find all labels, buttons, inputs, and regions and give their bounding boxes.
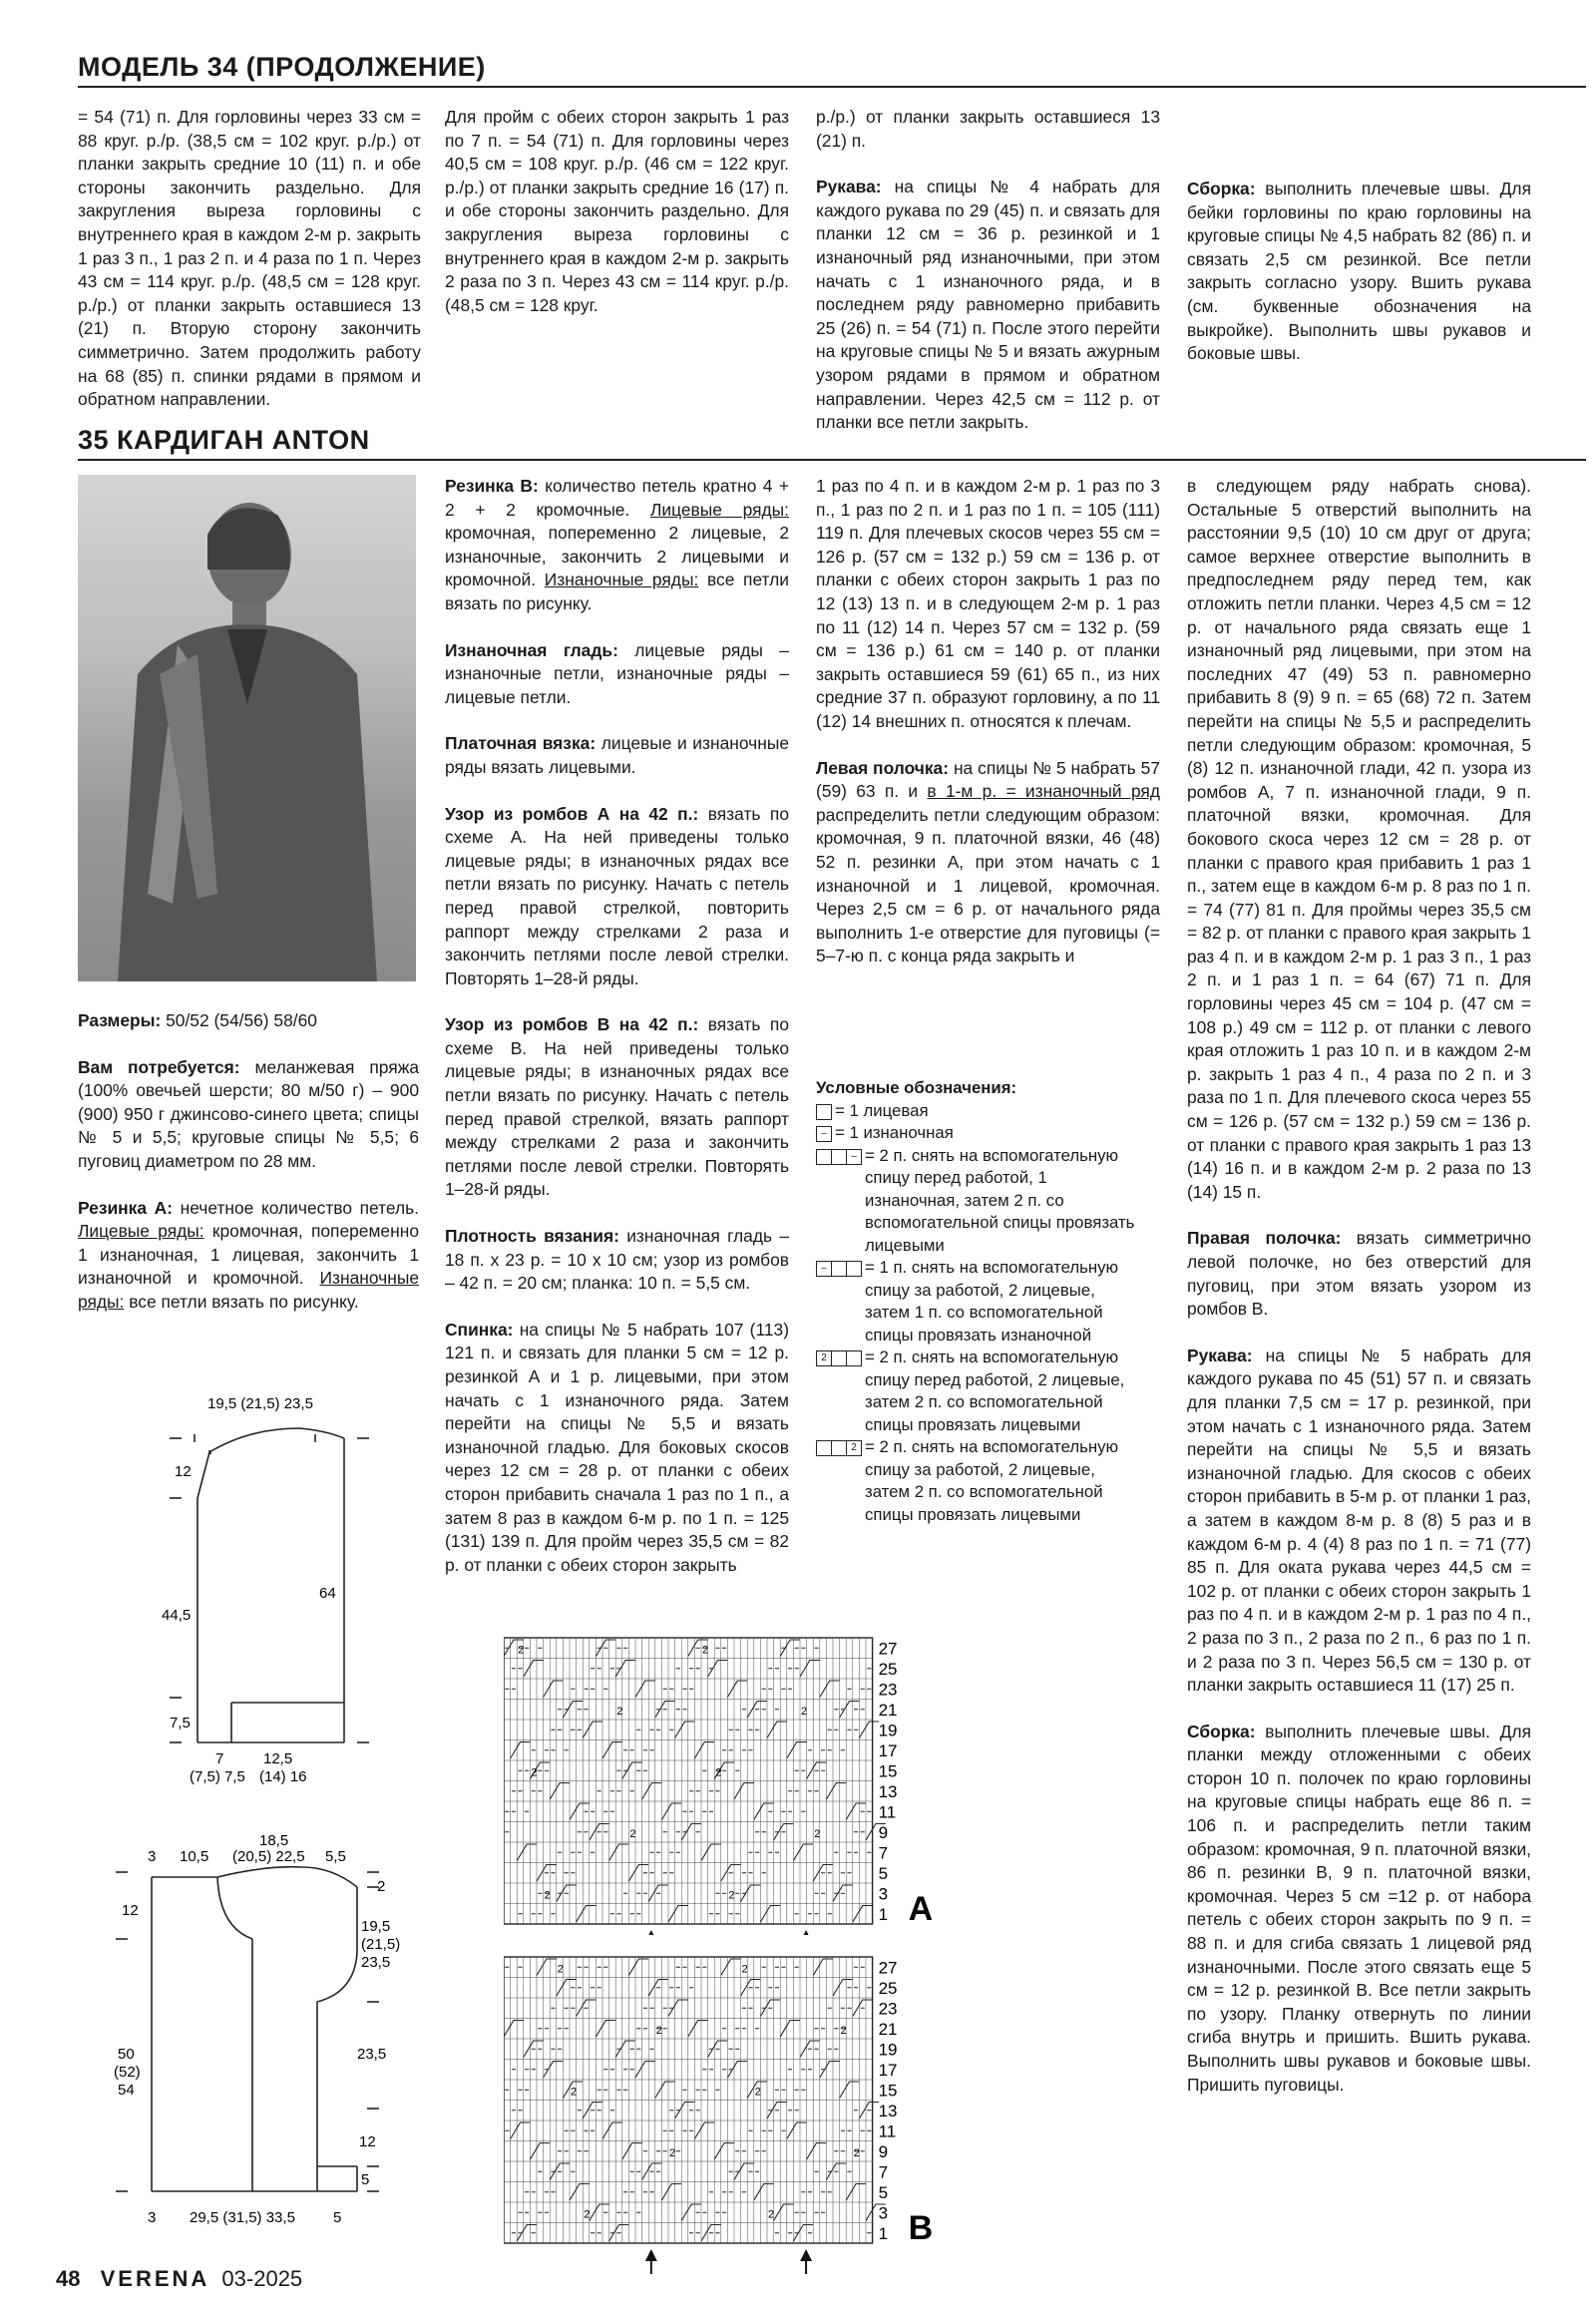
page-title-top: МОДЕЛЬ 34 (ПРОДОЛЖЕНИЕ) xyxy=(78,52,486,82)
garter-text: лицевые и изнаночные ряды вязать лицевыми. xyxy=(445,733,789,777)
rib-b-text2: кромочная, попеременно 2 лицевые, 2 изнаночные, закончить 2 лицевыми и кромочной. xyxy=(445,523,789,590)
sleeves2-text: на спицы № 5 набрать для каждого рукава по 45 (51) 57 п. и связать для планки 7,5 см = 17 р. резинкой, при этом начать с 1 изнаночного ряда. Затем перейти на спицы № 5,5 и вязать изнаночной гладью. Для скосов с обеих сторон прибавить в 5-м р. от планки 1 раз, а затем в каждом 8-м р. 8 (8) 5 раз и в каждом 6-м р. 4 (4) 8 раз по 1 п. = 71 (77) 85 п. Для оката рукава через 44,5 см = 102 р. от планки с обеих сторон закрыть 1 раз по 4 п. и в каждом 2-м р. 1 раз по 4 п., 2 раза по 3 п., 2 раза по 2 п., 6 раз по 1 п. и 2 раза по 3 п. Через 56,5 см = 130 р. от планки закрыть оставшиеся 11 (17) 25 п. xyxy=(1187,1345,1531,1696)
body-m3: 18,5 xyxy=(259,1832,289,1849)
sizes-label: Размеры: xyxy=(78,1010,162,1030)
chart-row-number: 21 xyxy=(878,1701,898,1720)
rib-a-label: Резинка А: xyxy=(78,1197,173,1218)
right-front-label: Правая полочка: xyxy=(1187,1228,1342,1249)
body-left4: 54 xyxy=(118,2082,135,2099)
sleeve-schema xyxy=(150,1388,379,1787)
body-left3: (52) xyxy=(114,2064,141,2081)
cable-front-purl-icon: – xyxy=(816,1149,861,1165)
top-col-2 xyxy=(445,106,789,317)
rib-b-u2: Изнаночные ряды: xyxy=(544,570,699,590)
materials-value: меланжевая пряжа (100% овечьей шерсти; 80 м/50 г) – 900 (900) 950 г джинсово-синего цвета; спицы № 5 и 5,5; круговые спицы № 5,5; 6 пуговиц диаметром по 28 мм. xyxy=(78,1056,420,1171)
chart-row-number: 3 xyxy=(878,1884,889,1904)
sleeve-b3: (7,5) 7,5 xyxy=(190,1768,245,1785)
cable-number: 2 xyxy=(814,1828,821,1840)
cable-number: 2 xyxy=(629,1828,636,1840)
sleeve-cap-label: 12 xyxy=(175,1463,192,1480)
left-front-text1: на спицы № 5 набрать 57 (59) 63 п. и xyxy=(816,757,1160,802)
cable-front-knit-icon: 2 xyxy=(816,1350,861,1366)
sizes-value: 50/52 (54/56) 58/60 xyxy=(166,1010,317,1030)
legend-text-2: = 1 изнаночная xyxy=(835,1123,954,1142)
chart-letter: B xyxy=(908,2209,934,2247)
chart-row-number: 9 xyxy=(878,1823,889,1842)
legend-text-1: = 1 лицевая xyxy=(835,1100,929,1120)
chart-row-number: 23 xyxy=(878,1680,898,1700)
sleeves-heading: Рукава: xyxy=(816,177,882,197)
chart-row-number: 1 xyxy=(878,2224,889,2243)
repeat-arrow-head xyxy=(800,2249,812,2261)
cable-number: 2 xyxy=(584,2208,591,2221)
chart-row-number: 3 xyxy=(878,2203,889,2223)
chart-row-number: 5 xyxy=(878,2183,889,2202)
knit-symbol-icon xyxy=(816,1104,831,1120)
legend-title: Условные обозначения: xyxy=(816,1078,1017,1097)
magazine-name: VERENA xyxy=(100,2266,210,2291)
purl-symbol-icon: – xyxy=(816,1126,831,1142)
sleeves-text: на спицы № 4 набрать для каждого рукава по 29 (45) п. и связать для планки 12 см = 36 р. резинкой и 1 изнаночный ряд изнаночными, при этом начать с 1 изнаночного ряда, и в последнем ряду равномерно прибавить 25 (26) п. = 54 (71) п. После этого перейти на круговые спицы № 5 и вязать ажурным узором рядами в прямом и обратном направлении. Через 42,5 см = 112 р. от планки все петли закрыть. xyxy=(816,177,1160,433)
diamonds-a-label: Узор из ромбов А на 42 п.: xyxy=(445,803,699,824)
gauge-text: изнаночная гладь – 18 п. x 23 р. = 10 x 10 см; узор из ромбов – 42 п. = 20 см; планка: 10 п. = 5,5 см. xyxy=(445,1226,789,1294)
cable-number: 2 xyxy=(616,1706,623,1718)
sleeve-b2: 12,5 xyxy=(263,1750,293,1767)
chart-row-number: 19 xyxy=(878,1721,898,1740)
body-left2: 50 xyxy=(118,2046,135,2063)
chart-row-number: 27 xyxy=(878,1958,898,1978)
garter-label: Платочная вязка: xyxy=(445,733,597,754)
footer xyxy=(56,2266,302,2292)
top-col-4 xyxy=(1187,178,1531,389)
cable-number: 2 xyxy=(669,2147,676,2159)
legend-item-1 xyxy=(816,1100,1135,1123)
cable-back-purl-icon: – xyxy=(816,1261,861,1277)
body-m4: (20,5) 22,5 xyxy=(232,1848,305,1865)
rib-a-u2: Изнаночные ряды: xyxy=(78,1268,419,1312)
top-col-1-text: = 54 (71) п. Для горловины через 33 см = 88 круг. р./р. (38,5 см = 102 круг. р./р.) от планки закрыть средние 10 (11) п. и обе стороны закончить раздельно. Для закругления выреза горловины с внутреннего края в каждом 2-м р. закрыть 1 раз 3 п., 1 раз 2 п. и 4 раза по 1 п. Через 43 см = 114 круг. р./р. (48,5 см = 128 круг. р./р.) от планки закрыть оставшиеся 13 (21) п. Вторую сторону закончить симметрично. Затем продолжить работу на 68 (85) п. спинки рядами в прямом и обратном направлении. xyxy=(78,107,421,410)
cable-number: 2 xyxy=(840,2025,847,2037)
back-label: Спинка: xyxy=(445,1319,514,1340)
assembly-text: выполнить плечевые швы. Для бейки горловины по краю горловины на круговые спицы № 4,5 набрать 82 (86) п. и связать 2,5 см резинкой. Все петли закрыть согласно узору. Вшить рукава (см. буквенные обозначения на выкройке). Выполнить швы рукавов и боковые швы. xyxy=(1187,179,1531,364)
legend-item-3 xyxy=(816,1145,1135,1258)
chart-row-number: 27 xyxy=(878,1639,898,1659)
chart-letter: A xyxy=(908,1890,934,1928)
legend xyxy=(816,1077,1135,1526)
chart-row-number: 17 xyxy=(878,2061,898,2080)
rib-b-text1: количество петель кратно 4 + 2 + 2 кромочные. xyxy=(445,476,789,520)
assembly2-text: выполнить плечевые швы. Для планки между отложенными с обеих сторон 10 п. полочек по краю горловины на круговые спицы набрать еще 86 п. = 106 п. и распределить петли таким образом: кромочная, 9 п. платочной вязки, 86 п. резинки В, 9 п. платочной вязки, кромочная. Через 5 см =12 р. от набора петель с обеих сторон закрыть по 9 п. = 88 п. и для сгиба связать 1 лицевой ряд изнаночными. После этого связать еще 5 см = 12 р. резинкой В. Все петли закрыть по узору. Планку отвернуть по линии сгиба внутрь и пришить. Вшить рукава. Выполнить швы рукавов и боковые швы. Пришить пуговицы. xyxy=(1187,1721,1531,2095)
top-col-2-text: Для пройм с обеих сторон закрыть 1 раз по 7 п. = 54 (71) п. Для горловины через 40,5 см = 108 круг. р./р. (46 см = 122 круг. р./р.) от планки закрыть средние 16 (17) п. и обе стороны закончить раздельно. Для закругления выреза горловины с внутреннего края в каждом 2-м р. закрыть 2 раза по 3 п. Через 43 см = 114 круг. р./р. (48,5 см = 128 круг. xyxy=(445,107,789,315)
cable-back-knit-icon: 2 xyxy=(816,1440,861,1456)
body-left1: 12 xyxy=(122,1902,139,1919)
legend-item-6 xyxy=(816,1436,1135,1526)
chart-row-number: 7 xyxy=(878,2162,889,2182)
diamonds-a-text: вязать по схеме А. На ней приведены только лицевые ряды; в изнаночных рядах все петли вязать по рисунку. Начать с петель перед правой стрелкой, повторить раппорт между стрелками 2 раза и закончить петлями после левой стрелки. Повторять 1–28-й ряды. xyxy=(445,803,789,988)
chart-a xyxy=(504,1636,1142,1935)
chart-row-number: 25 xyxy=(878,1660,898,1679)
body-m2: 10,5 xyxy=(180,1848,209,1865)
sleeve-top-label: 19,5 (21,5) 23,5 xyxy=(207,1395,313,1412)
chart-row-number: 19 xyxy=(878,2040,898,2060)
rib-a-text2: кромочная, попеременно 1 изнаночная, 1 лицевая, закончить 1 изнаночной и кромочной. xyxy=(78,1221,419,1289)
repeat-arrow-head xyxy=(645,1930,657,1935)
chart-row-number: 7 xyxy=(878,1843,889,1863)
legend-item-4 xyxy=(816,1257,1135,1347)
cable-number: 2 xyxy=(728,1889,735,1902)
col4-a-text: в следующем ряду набрать снова). Остальные 5 отверстий выполнить на расстоянии 9,5 (10) 10 см друг от друга; самое верхнее отверстие выполнить в предпоследнем ряду перед тем, как отложить петли планки. Через 4,5 см = 12 р. от начального ряда связать еще 1 изнаночный ряд лицевыми, при этом на последних 47 (49) 53 п. равномерно прибавить 8 (9) 9 п. = 65 (68) 72 п. Затем перейти на спицы № 5,5 и распределить петли следующим образом: кромочная, 5 (8) 12 п. изнаночной глади, 42 п. узора из ромбов А, 7 п. изнаночной глади, 9 п. платочной вязки, кромочная. Для бокового скоса через 12 см = 28 р. от планки с правого края прибавить 1 раз 1 п., затем еще в каждом 6-м р. 8 раз по 1 п. = 74 (77) 81 п. Для проймы через 35,5 см = 82 р. от планки с правого края закрыть 1 раз 4 п. и в каждом 2-м р. 1 раз 3 п., 1 раз 2 п. и 1 раз 1 п. = 64 (67) 71 п. Для горловины через 45 см = 104 р. (47 см = 108 р.) 49 см = 112 р. от планки с левого края отложить 1 раз 10 п. и в каждом 2-м р. закрыть 1 раз 4 п., 4 раза по 2 п. и 3 раза по 1 п. Для плечевого скоса через 55 см = 126 р. (57 см = 132 р.) 59 см = 136 р. от планки с правого края закрыть 1 раз 13 (14) 16 п. и в каждом 2-м р. 2 раза по 13 (14) 15 п. xyxy=(1187,476,1531,1202)
sleeve-length-label: 44,5 xyxy=(162,1607,192,1624)
left-front-label: Левая полочка: xyxy=(816,757,950,778)
col3-top-text: 1 раз по 4 п. и в каждом 2-м р. 1 раз по 3 п., 1 раз по 2 п. и 1 раз по 1 п. = 105 (111) 119 п. Для плечевых скосов через 55 см = 126 р. (57 см = 132 р.) 59 см = 136 р. от планки с обеих сторон закрыть 1 раз по 12 (13) 13 п. и в следующем 2-м р. 1 раз по 11 (12) 14 п. Через 57 см = 132 р. (59 см = 136 р.) 61 см = 140 р. от планки закрыть оставшиеся 59 (61) 65 п., из них средние 37 п. образуют горловину, а по 11 (12) 14 внешних п. относятся к плечам. xyxy=(816,476,1160,731)
sleeves2-label: Рукава: xyxy=(1187,1345,1253,1365)
body-b2: 29,5 (31,5) 33,5 xyxy=(190,2209,295,2226)
issue: 03-2025 xyxy=(221,2266,303,2291)
cable-number: 2 xyxy=(702,1644,709,1657)
body-b3: 5 xyxy=(333,2209,342,2226)
rib-b-text3: все петли вязать по рисунку. xyxy=(445,570,789,613)
cable-number: 2 xyxy=(754,2086,761,2099)
col3-text xyxy=(816,475,1160,991)
sleeve-total-label: 64 xyxy=(319,1585,336,1602)
repeat-arrow-head xyxy=(645,2249,657,2261)
assembly2-label: Сборка: xyxy=(1187,1721,1256,1741)
chart-row-number: 15 xyxy=(878,1761,898,1781)
rib-b-u1: Лицевые ряды: xyxy=(649,499,789,520)
chart-row-number: 21 xyxy=(878,2020,898,2039)
chart-row-number: 5 xyxy=(878,1864,889,1883)
legend-text-6: = 2 п. снять на вспомогательную спицу за работой, 2 лицевые, затем 2 п. со вспомогательной спицы провязать лицевыми xyxy=(865,1437,1119,1524)
top-col-3 xyxy=(816,106,1160,458)
rib-a-text3: все петли вязать по рисунку. xyxy=(129,1291,359,1312)
top-col-3-text: р./р.) от планки закрыть оставшиеся 13 (21) п. xyxy=(816,107,1160,151)
cable-number: 2 xyxy=(741,1963,748,1976)
chart-row-number: 15 xyxy=(878,2081,898,2101)
body-s1: 2 xyxy=(377,1878,386,1895)
body-s3: (21,5) xyxy=(361,1936,401,1953)
top-col-1 xyxy=(78,106,421,412)
rib-a-u1: Лицевые ряды: xyxy=(78,1221,204,1242)
legend-text-4: = 1 п. снять на вспомогательную спицу за работой, 2 лицевые, затем 1 п. со вспомогательной спицы провязать изнаночной xyxy=(865,1258,1119,1345)
chart-row-number: 1 xyxy=(878,1905,889,1924)
rib-a-text1: нечетное количество петель. xyxy=(180,1197,419,1218)
cable-number: 2 xyxy=(544,1889,551,1902)
chart-row-number: 11 xyxy=(878,2121,897,2141)
cable-number: 2 xyxy=(531,1766,538,1779)
legend-text-3: = 2 п. снять на вспомогательную спицу перед работой, 1 изнаночная, затем 2 п. со вспомогательной спицы провязать лицевыми xyxy=(865,1145,1135,1255)
diamonds-b-text: вязать по схеме В. На ней приведены только лицевые ряды; в изнаночных рядах все петли вязать по рисунку. Начать с петель перед правой стрелкой, вязать раппорт между стрелками 2 раза и закончить петлями после левой стрелки. Повторять 1–28-й ряды. xyxy=(445,1014,789,1200)
cable-number: 2 xyxy=(715,1766,722,1779)
divider-top xyxy=(78,86,1586,88)
back-text: на спицы № 5 набрать 107 (113) 121 п. и связать для планки 5 см = 12 р. резинкой А и 1 р. лицевыми, при этом начать с 1 изнаночного ряда. Затем перейти на спицы № 5,5 и вязать изнаночной гладью. Для боковых скосов через 12 см = 28 р. от планки с обеих сторон прибавить сначала 1 раз по 1 п., а затем 8 раз в каждом 6-м р. по 1 п. = 125 (131) 139 п. Для пройм через 35,5 см = 82 р. от планки с обеих сторон закрыть xyxy=(445,1319,789,1575)
chart-row-number: 17 xyxy=(878,1741,898,1760)
sleeve-b4: (14) 16 xyxy=(259,1768,307,1785)
body-b1: 3 xyxy=(148,2209,157,2226)
rib-b-label: Резинка В: xyxy=(445,476,539,496)
body-s7: 5 xyxy=(361,2171,370,2188)
chart-b xyxy=(504,1955,1142,2274)
sleeve-b1: 7 xyxy=(215,1750,224,1767)
sleeve-cuff-label: 7,5 xyxy=(170,1715,191,1732)
cable-number: 2 xyxy=(853,2147,860,2159)
body-m1: 3 xyxy=(148,1848,157,1865)
section-title: 35 КАРДИГАН ANTON xyxy=(78,425,370,455)
divider-section xyxy=(78,459,1586,461)
chart-row-number: 11 xyxy=(878,1802,897,1822)
body-s2: 19,5 xyxy=(361,1918,391,1935)
body-schema xyxy=(108,1827,417,2246)
chart-row-number: 23 xyxy=(878,1999,898,2019)
page-number: 48 xyxy=(56,2266,81,2291)
cable-number: 2 xyxy=(801,1706,808,1718)
chart-row-number: 25 xyxy=(878,1979,898,1998)
body-m5: 5,5 xyxy=(325,1848,346,1865)
gauge-label: Плотность вязания: xyxy=(445,1226,619,1247)
model-photo-figure xyxy=(78,475,416,981)
body-s6: 12 xyxy=(359,2133,376,2150)
cable-number: 2 xyxy=(571,2086,578,2099)
chart-row-number: 9 xyxy=(878,2142,889,2161)
assembly-heading: Сборка: xyxy=(1187,179,1256,198)
purl-text: лицевые ряды – изнаночные петли, изнаночные ряды – лицевые петли. xyxy=(445,639,789,707)
chart-row-number: 13 xyxy=(878,2102,898,2120)
cable-number: 2 xyxy=(768,2208,775,2221)
repeat-arrow-head xyxy=(800,1930,812,1935)
diamonds-b-label: Узор из ромбов В на 42 п.: xyxy=(445,1014,699,1035)
left-front-text2: распределить петли следующим образом: кромочная, 9 п. платочной вязки, 46 (48) 52 п. резинки А, при этом начать с 1 изнаночной и 1 лицевой, кромочная. Через 2,5 см = 6 р. от начального ряда выполнить 1-е отверстие для пуговицы (= 5–7-ю п. с конца ряда закрыть и xyxy=(816,804,1160,966)
body-s4: 23,5 xyxy=(361,1954,391,1971)
cable-number: 2 xyxy=(518,1644,525,1657)
right-front-text: вязать симметрично левой полочке, но без отверстий для пуговиц, при этом вязать узором из ромбов В. xyxy=(1187,1228,1531,1320)
col4-text xyxy=(1187,475,1531,2119)
col2-text xyxy=(445,475,789,1600)
body-s5: 23,5 xyxy=(357,2046,387,2063)
cable-number: 2 xyxy=(557,1963,564,1976)
purl-label: Изнаночная гладь: xyxy=(445,639,618,660)
materials-label: Вам потребуется: xyxy=(78,1056,240,1077)
legend-text-5: = 2 п. снять на вспомогательную спицу перед работой, 2 лицевые, затем 2 п. со вспомогательной спицы провязать лицевыми xyxy=(865,1348,1125,1434)
legend-item-2 xyxy=(816,1122,1135,1145)
col1-text xyxy=(78,1009,419,1338)
legend-item-5 xyxy=(816,1347,1135,1436)
chart-row-number: 13 xyxy=(878,1782,898,1801)
cable-number: 2 xyxy=(655,2025,662,2037)
left-front-u1: в 1-м р. = изнаночный ряд xyxy=(927,781,1160,802)
model-photo xyxy=(78,475,416,981)
